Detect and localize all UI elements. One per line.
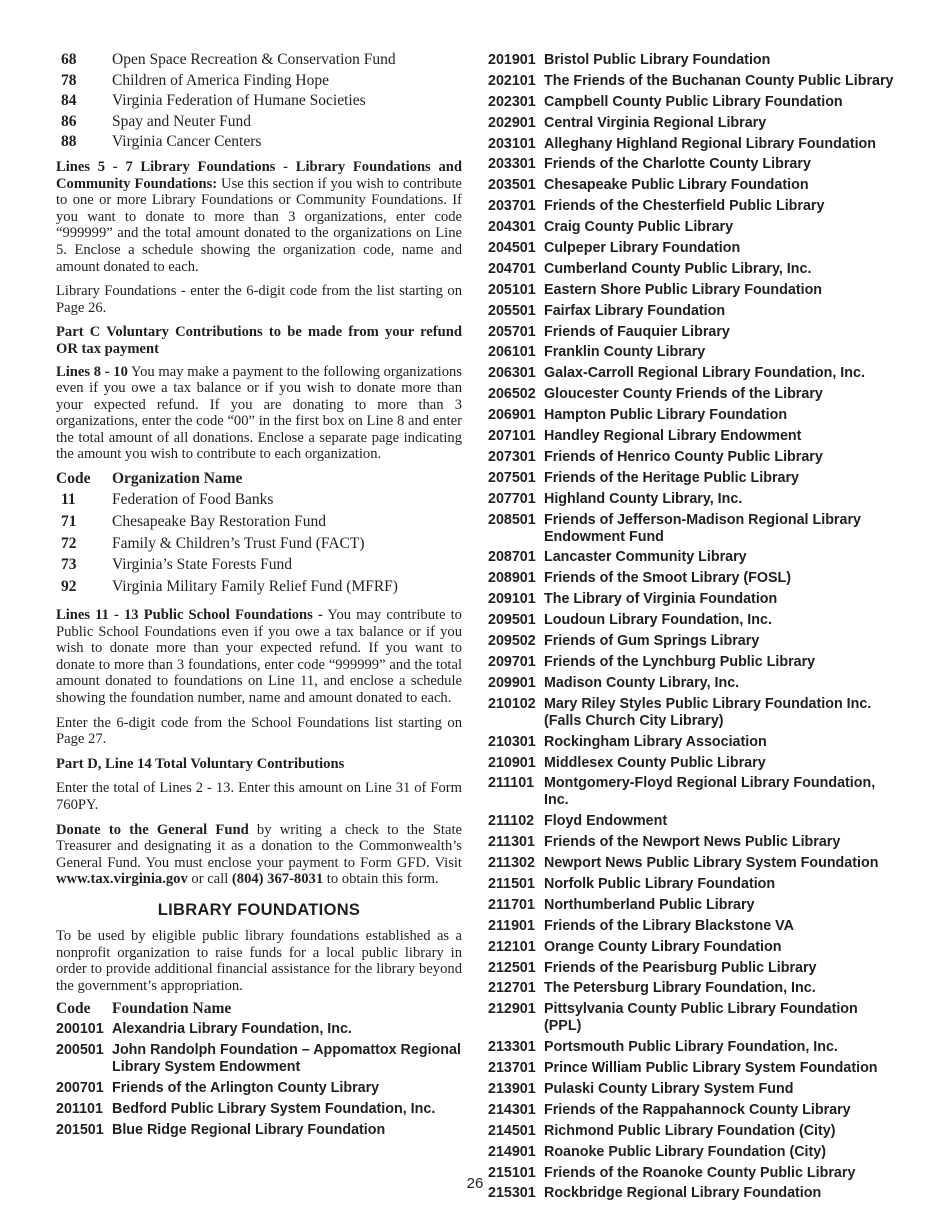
table-row <box>488 489 898 510</box>
library-code: 202301 <box>488 93 536 110</box>
library-name: Bristol Public Library Foundation <box>544 52 771 68</box>
library-name: John Randolph Foundation – Appomattox Regional Library System Endowment <box>112 1042 461 1076</box>
library-name: Friends of the Charlotte County Library <box>544 156 811 173</box>
library-intro: To be used by eligible public library foundations established as a nonprofit organization to raise funds for a local public library in order to provide additional financial assistance for the library beyond the government’s appropriation. <box>56 927 462 994</box>
table-row <box>488 874 898 895</box>
lines-11-13-paragraph <box>56 607 462 707</box>
fund-name: Virginia Federation of Humane Societies <box>112 92 366 110</box>
library-name: Friends of the Newport News Public Library <box>544 834 841 851</box>
library-code: 200501 <box>56 1042 104 1059</box>
list-item <box>56 50 462 71</box>
table-row <box>488 217 898 238</box>
table-row <box>488 937 898 958</box>
library-code: 206301 <box>488 365 536 382</box>
library-name: Friends of the Pearisburg Public Library <box>544 959 817 976</box>
general-fund-body: by writing a check to the State Treasurer and designating it as a donation to the Commonwealth’s General Fund. You must enclose your payment to Form GFD. Visit <box>56 821 462 871</box>
general-fund-mid: or call <box>187 871 232 888</box>
library-name: Chesapeake Public Library Foundation <box>544 177 809 194</box>
name-header: Organization Name <box>112 470 243 488</box>
library-code: 213701 <box>488 1060 536 1077</box>
fund-code: 88 <box>61 133 77 151</box>
table-row <box>56 1120 462 1141</box>
table-row <box>488 999 898 1037</box>
library-name: Handley Regional Library Endowment <box>544 428 802 445</box>
table-row <box>56 1078 462 1099</box>
library-name: Craig County Public Library <box>544 219 734 236</box>
library-code: 206101 <box>488 344 536 361</box>
fund-code: 68 <box>61 51 77 68</box>
library-code: 201101 <box>56 1101 103 1117</box>
table-row <box>488 1079 898 1100</box>
table-row <box>488 468 898 489</box>
table-row <box>488 134 898 155</box>
library-code: 208901 <box>488 570 536 587</box>
table-row <box>488 589 898 610</box>
library-foundations-title: LIBRARY FOUNDATIONS <box>157 900 361 919</box>
library-code: 210301 <box>488 733 536 750</box>
table-row <box>56 511 462 533</box>
library-code: 209501 <box>488 612 536 629</box>
library-code: 202101 <box>488 72 536 89</box>
library-name: Friends of Fauquier Library <box>544 323 730 340</box>
library-code: 207101 <box>488 428 536 445</box>
part-d-heading: Part D, Line 14 Total Voluntary Contributions <box>56 755 345 772</box>
library-name: Pulaski County Library System Fund <box>544 1080 794 1097</box>
page-number: 26 <box>466 1175 484 1192</box>
table-row <box>56 1019 462 1040</box>
code-header: Code <box>56 1000 91 1018</box>
table-row <box>488 568 898 589</box>
table-row <box>488 978 898 999</box>
org-code: 71 <box>61 512 77 530</box>
lines-11-13-note: Enter the 6-digit code from the School Foundations list starting on Page 27. <box>56 714 462 748</box>
org-name: Virginia’s State Forests Fund <box>112 556 293 574</box>
table-row <box>488 916 898 937</box>
library-code: 206901 <box>488 407 536 424</box>
library-name: Friends of the Rappahannock County Library <box>544 1101 851 1118</box>
library-name: Alexandria Library Foundation, Inc. <box>112 1021 352 1038</box>
org-code: 11 <box>61 491 76 509</box>
org-name: Chesapeake Bay Restoration Fund <box>112 512 326 530</box>
library-code: 211701 <box>488 896 535 913</box>
part-d-body: Enter the total of Lines 2 - 13. Enter this amount on Line 31 of Form 760PY. <box>56 780 462 813</box>
table-row <box>488 753 898 774</box>
part-c-heading: Part C Voluntary Contributions to be made from your refund OR tax payment <box>56 324 462 357</box>
table-header <box>56 469 462 489</box>
lines-5-7-paragraph <box>56 159 462 275</box>
org-code: 72 <box>61 534 77 552</box>
library-name: The Library of Virginia Foundation <box>544 591 778 608</box>
library-code: 205701 <box>488 323 536 340</box>
library-code: 215101 <box>488 1164 536 1181</box>
table-row <box>488 1142 898 1163</box>
list-item <box>56 132 462 153</box>
phone-number: (804) 367-8031 <box>231 871 324 888</box>
table-row <box>488 405 898 426</box>
table-row <box>488 811 898 832</box>
table-row <box>488 301 898 322</box>
library-name: Gloucester County Friends of the Library <box>544 386 823 403</box>
top-fund-list <box>56 50 462 153</box>
library-name: The Petersburg Library Foundation, Inc. <box>544 980 816 997</box>
left-column <box>56 50 462 1141</box>
lines-8-10-paragraph <box>56 364 462 464</box>
table-row <box>56 489 462 511</box>
organization-table <box>56 469 462 598</box>
list-item <box>56 112 462 133</box>
table-row <box>488 510 898 548</box>
table-row <box>488 732 898 753</box>
table-row <box>488 610 898 631</box>
library-name: The Friends of the Buchanan County Public Library <box>544 72 894 89</box>
table-row <box>488 547 898 568</box>
table-row <box>488 694 898 732</box>
library-name: Rockingham Library Association <box>544 733 767 750</box>
lines-8-10-body: You may make a payment to the following organizations even if you owe a tax balance or if you wish to donate more than your expected refund. If you are donating to more than 3 organizations, enter the code “00” in the first box on Line 8 and enter the total amount of all donations. Enclose a separate page indicating the amount you wish to contribute to each organization. <box>56 363 462 463</box>
library-code: 213301 <box>488 1039 536 1056</box>
table-row <box>488 1100 898 1121</box>
library-name: Loudoun Library Foundation, Inc. <box>544 612 772 629</box>
library-code: 209701 <box>488 653 536 670</box>
library-code: 203301 <box>488 156 536 173</box>
library-code: 215301 <box>488 1185 536 1202</box>
library-name: Prince William Public Library System Foundation <box>544 1060 878 1077</box>
org-name: Federation of Food Banks <box>112 491 274 509</box>
table-row <box>488 342 898 363</box>
library-code: 211501 <box>488 875 535 892</box>
library-name: Friends of the Heritage Public Library <box>544 469 800 486</box>
library-code: 203101 <box>488 135 536 152</box>
table-row <box>56 576 462 598</box>
right-column <box>488 50 898 1204</box>
fund-code: 86 <box>61 112 77 130</box>
library-code: 211102 <box>488 813 535 830</box>
library-code: 200101 <box>56 1021 104 1038</box>
library-name: Cumberland County Public Library, Inc. <box>544 260 812 277</box>
table-row <box>488 154 898 175</box>
org-code: 92 <box>61 578 77 596</box>
table-row <box>488 652 898 673</box>
library-code: 210901 <box>488 754 536 771</box>
library-name: Middlesex County Public Library <box>544 754 766 771</box>
table-row <box>488 673 898 694</box>
table-row <box>56 1099 462 1120</box>
fund-code: 84 <box>61 92 77 110</box>
library-code: 206502 <box>488 386 536 403</box>
table-header <box>56 999 462 1019</box>
library-code: 208501 <box>488 511 536 528</box>
library-code: 205501 <box>488 302 536 319</box>
library-code: 204701 <box>488 260 536 277</box>
library-name: Rockbridge Regional Library Foundation <box>544 1185 822 1202</box>
library-code: 207301 <box>488 448 536 465</box>
library-code: 205101 <box>488 281 536 298</box>
library-name: Highland County Library, Inc. <box>544 490 743 507</box>
library-name: Friends of Henrico County Public Library <box>544 448 823 465</box>
library-table-right <box>488 50 898 1204</box>
table-row <box>488 238 898 259</box>
library-name: Norfolk Public Library Foundation <box>544 875 776 892</box>
table-row <box>56 533 462 555</box>
library-code: 204501 <box>488 240 536 257</box>
library-name: Montgomery-Floyd Regional Library Foundation, Inc. <box>544 775 876 809</box>
library-code: 211901 <box>488 917 535 934</box>
library-name: Bedford Public Library System Foundation, Inc. <box>112 1101 436 1117</box>
library-code: 214901 <box>488 1143 536 1160</box>
library-table-left <box>56 999 462 1140</box>
library-code: 214301 <box>488 1101 536 1118</box>
table-row <box>488 832 898 853</box>
website-link[interactable]: www.tax.virginia.gov <box>56 871 188 888</box>
table-row <box>488 384 898 405</box>
library-code: 203701 <box>488 198 536 215</box>
table-row <box>488 363 898 384</box>
list-item <box>56 91 462 112</box>
library-name: Culpeper Library Foundation <box>544 240 741 257</box>
list-item <box>56 71 462 92</box>
library-name: Hampton Public Library Foundation <box>544 407 788 424</box>
table-row <box>488 1058 898 1079</box>
library-code: 211302 <box>488 855 535 872</box>
table-row <box>488 1121 898 1142</box>
library-name: Richmond Public Library Foundation (City) <box>544 1122 836 1139</box>
fund-name: Spay and Neuter Fund <box>112 112 252 130</box>
library-name: Friends of Jefferson-Madison Regional Library Endowment Fund <box>544 511 861 545</box>
library-name: Friends of the Arlington County Library <box>112 1080 380 1097</box>
library-code: 211101 <box>488 775 535 792</box>
library-code: 200701 <box>56 1080 104 1097</box>
library-code: 203501 <box>488 177 536 194</box>
library-name: Alleghany Highland Regional Library Foundation <box>544 135 877 152</box>
library-name: Blue Ridge Regional Library Foundation <box>112 1121 386 1138</box>
table-row <box>488 175 898 196</box>
table-row <box>488 196 898 217</box>
library-code: 209502 <box>488 633 536 650</box>
library-name: Franklin County Library <box>544 344 706 361</box>
library-code: 213901 <box>488 1080 536 1097</box>
table-row <box>488 71 898 92</box>
table-row <box>488 853 898 874</box>
table-row <box>488 113 898 134</box>
library-name: Friends of the Smoot Library (FOSL) <box>544 570 792 587</box>
table-row <box>488 280 898 301</box>
table-row <box>488 895 898 916</box>
table-row <box>488 447 898 468</box>
org-name: Family & Children’s Trust Fund (FACT) <box>112 534 365 552</box>
lines-11-13-body: You may contribute to Public School Foundations even if you owe a tax balance or if you wish to donate more than your expected refund. If you want to donate to more than 3 foundations, enter code “999999” and the total amount donated to foundations on Line 11, and enclose a schedule showing the foundation number, name and amount donated to each. <box>56 607 462 707</box>
table-row <box>56 554 462 576</box>
table-row <box>488 631 898 652</box>
library-name: Madison County Library, Inc. <box>544 674 740 691</box>
library-name: Newport News Public Library System Foundation <box>544 855 879 872</box>
general-fund-paragraph <box>56 822 462 888</box>
fund-name: Children of America Finding Hope <box>112 71 329 89</box>
table-row <box>488 50 898 71</box>
code-header: Code <box>56 470 91 488</box>
library-name: Friends of the Library Blackstone VA <box>544 917 794 934</box>
table-row <box>56 1040 462 1078</box>
library-code: 209101 <box>488 591 536 608</box>
table-row <box>488 958 898 979</box>
lines-5-7-note: Library Foundations - enter the 6-digit code from the list starting on Page 26. <box>56 283 462 316</box>
table-row <box>488 259 898 280</box>
library-name: Roanoke Public Library Foundation (City) <box>544 1143 826 1160</box>
library-code: 202901 <box>488 114 536 131</box>
fund-name: Virginia Cancer Centers <box>112 133 262 151</box>
library-name: Mary Riley Styles Public Library Foundation Inc. (Falls Church City Library) <box>544 695 872 729</box>
library-code: 207701 <box>488 490 536 507</box>
library-name: Galax-Carroll Regional Library Foundation, Inc. <box>544 365 865 382</box>
library-code: 212701 <box>488 980 536 997</box>
table-row <box>488 773 898 811</box>
lines-8-10-heading: Lines 8 - 10 <box>56 363 128 380</box>
fund-code: 78 <box>61 71 77 89</box>
library-code: 214501 <box>488 1122 536 1139</box>
library-name: Friends of the Lynchburg Public Library <box>544 653 816 670</box>
library-name: Friends of the Roanoke County Public Library <box>544 1164 856 1181</box>
library-code: 210102 <box>488 695 536 712</box>
table-row <box>488 322 898 343</box>
general-fund-heading: Donate to the General Fund <box>56 821 249 838</box>
table-row <box>488 426 898 447</box>
lines-5-7-heading: Lines 5 - 7 Library Foundations - Library Foundations and Community Foundations: <box>56 158 462 192</box>
library-name: Friends of Gum Springs Library <box>544 633 760 650</box>
library-name: Orange County Library Foundation <box>544 938 782 955</box>
name-header: Foundation Name <box>112 1000 232 1018</box>
org-name: Virginia Military Family Relief Fund (MFRF) <box>112 578 398 596</box>
library-code: 207501 <box>488 469 536 486</box>
library-name: Lancaster Community Library <box>544 549 747 566</box>
library-code: 201901 <box>488 52 536 68</box>
library-code: 212101 <box>488 938 536 955</box>
library-code: 212901 <box>488 1001 536 1018</box>
library-code: 212501 <box>488 959 536 976</box>
library-name: Northumberland Public Library <box>544 896 755 913</box>
library-name: Campbell County Public Library Foundation <box>544 93 843 110</box>
library-name: Central Virginia Regional Library <box>544 114 767 131</box>
library-name: Fairfax Library Foundation <box>544 302 726 319</box>
library-code: 211301 <box>488 834 535 851</box>
library-name: Portsmouth Public Library Foundation, Inc. <box>544 1039 838 1056</box>
fund-name: Open Space Recreation & Conservation Fund <box>112 51 396 68</box>
library-name: Floyd Endowment <box>544 813 668 830</box>
library-code: 204301 <box>488 219 536 236</box>
library-name: Friends of the Chesterfield Public Library <box>544 198 825 215</box>
library-name: Pittsylvania County Public Library Foundation (PPL) <box>544 1001 858 1035</box>
table-row <box>488 1037 898 1058</box>
library-code: 208701 <box>488 549 536 566</box>
lines-5-7-body: Use this section if you wish to contribute to one or more Library Foundations or Community Foundations. If you want to donate to more than 3 organizations, enter code “999999” and the total amount donated to the organizations on Line 5. Enclose a schedule showing the organization code, name and amount donated to each. <box>56 175 462 275</box>
org-code: 73 <box>61 556 77 574</box>
general-fund-tail: to obtain this form. <box>323 871 439 888</box>
library-code: 201501 <box>56 1121 104 1138</box>
lines-11-13-heading: Lines 11 - 13 Public School Foundations - <box>56 607 323 624</box>
table-row <box>488 92 898 113</box>
library-code: 209901 <box>488 674 536 691</box>
library-name: Eastern Shore Public Library Foundation <box>544 281 823 298</box>
